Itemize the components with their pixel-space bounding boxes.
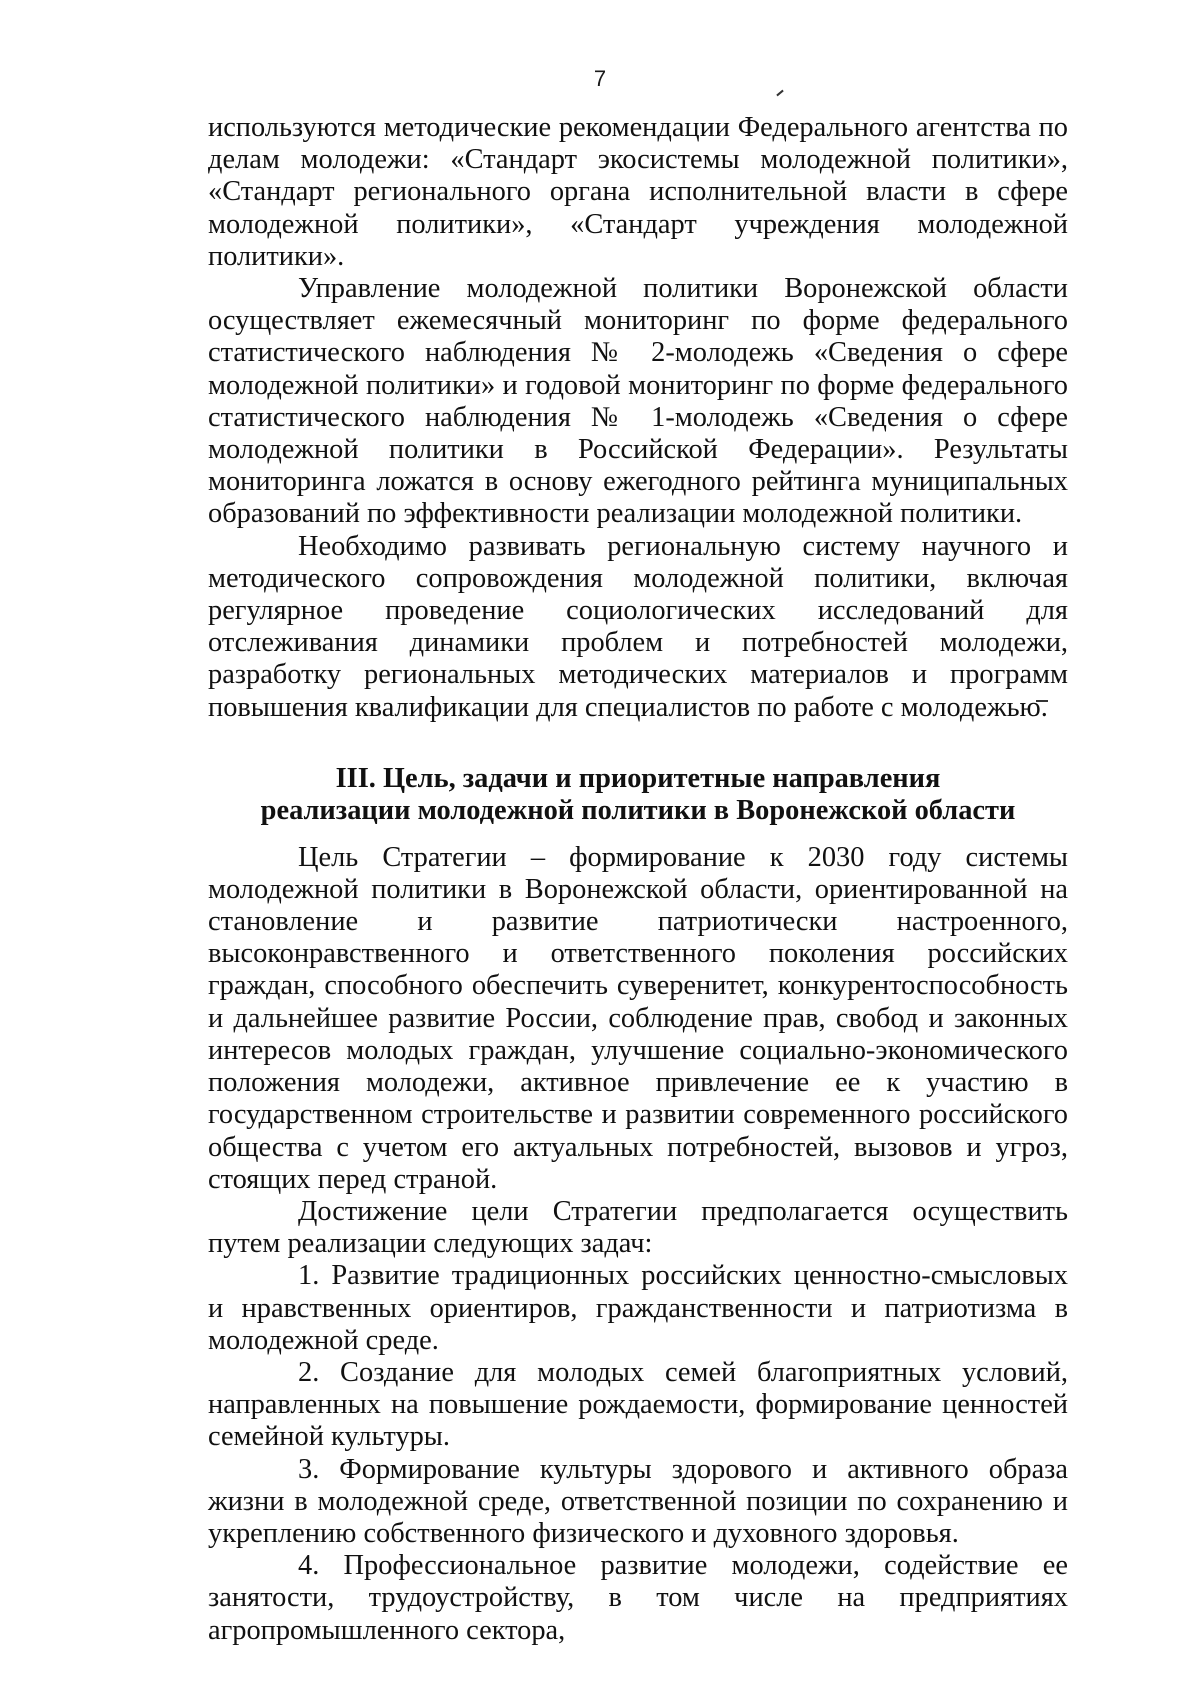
section-goals xyxy=(208,842,1068,1647)
list-item: 4. Профессиональное развитие молодежи, содействие ее занятости, трудоустройству, в том числе на предприятиях агропромышленного сектора, xyxy=(208,1550,1068,1646)
paragraph: Управление молодежной политики Воронежской области осуществляет ежемесячный мониторинг по форме федерального статистического наблюдения № 2-молодежь «Сведения о сфере молодежной политики» и годовой мониторинг по форме федерального статистического наблюдения № 1-молодежь «Сведения о сфере молодежной политики в Российской Федерации». Результаты мониторинга ложатся в основу ежегодного рейтинга муниципальных образований по эффективности реализации молодежной политики. xyxy=(208,273,1068,530)
section-intro xyxy=(208,112,1068,724)
page-number: 7 xyxy=(593,66,607,91)
list-item: 1. Развитие традиционных российских ценностно-смысловых и нравственных ориентиров, гражданственности и патриотизма в молодежной среде. xyxy=(208,1260,1068,1356)
list-item: 2. Создание для молодых семей благоприятных условий, направленных на повышение рождаемости, формирование ценностей семейной культуры. xyxy=(208,1356,1068,1453)
heading-line: III. Цель, задачи и приоритетные направления xyxy=(335,762,941,794)
paragraph: используются методические рекомендации Федерального агентства по делам молодежи: «Стандарт экосистемы молодежной политики», «Стандарт регионального органа исполнительной власти в сфере молодежной политики», «Стандарт учреждения молодежной политики». xyxy=(208,112,1068,272)
paragraph: Достижение цели Стратегии предполагается осуществить путем реализации следующих задач: xyxy=(208,1195,1068,1260)
heading-line: реализации молодежной политики в Воронежской области xyxy=(260,795,1016,827)
section-heading xyxy=(208,763,1068,828)
document-body xyxy=(208,112,1068,1647)
paragraph: Необходимо развивать региональную систему научного и методического сопровождения молодежной политики, включая регулярное проведение социологических исследований для отслеживания динамики проблем и потребностей молодежи, разработку региональных методических материалов и программ повышения квалификации для специалистов по работе с молодежью. xyxy=(208,530,1068,723)
paragraph: Цель Стратегии – формирование к 2030 году системы молодежной политики в Воронежской области, ориентированной на становление и развитие патриотически настроенного, высоконравственного и ответственного поколения российских граждан, способного обеспечить суверенитет, конкурентоспособность и дальнейшее развитие России, соблюдение прав, свобод и законных интересов молодых граждан, улучшение социально-экономического положения молодежи, активное привлечение ее к участию в государственном строительстве и развитии современного российского общества с учетом его актуальных потребностей, вызовов и угроз, стоящих перед страной. xyxy=(208,841,1068,1195)
list-item: 3. Формирование культуры здорового и активного образа жизни в молодежной среде, ответственной позиции по сохранению и укреплению собственного физического и духовного здоровья. xyxy=(208,1453,1068,1549)
